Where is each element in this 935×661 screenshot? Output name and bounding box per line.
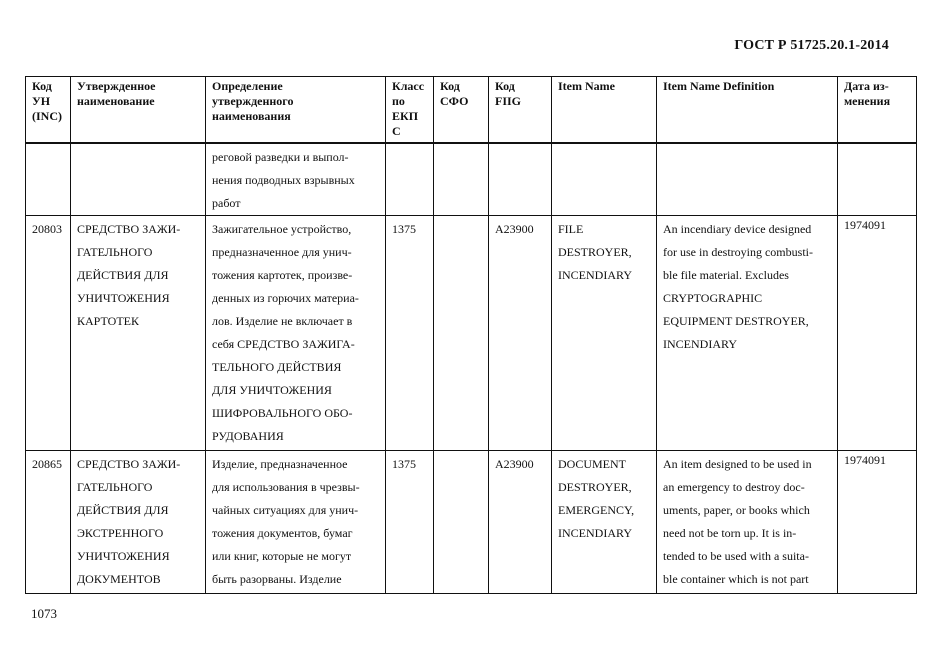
cell-approved-name: СРЕДСТВО ЗАЖИ- ГАТЕЛЬНОГО ДЕЙСТВИЯ ДЛЯ ЭКСТРЕННОГО УНИЧТОЖЕНИЯ ДОКУМЕНТОВ	[71, 450, 206, 593]
cell-class	[386, 143, 434, 216]
cell-item-name	[552, 143, 657, 216]
cell-fiig-code: A23900	[489, 215, 552, 450]
cell-name-definition: Изделие, предназначенное для использования в чрезвы- чайных ситуациях для унич- тожения документов, бумаг или книг, которые не могут быть разорваны. Изделие	[206, 450, 386, 593]
cell-inc-code	[26, 143, 71, 216]
cell-class: 1375	[386, 450, 434, 593]
cell-sfo-code	[434, 450, 489, 593]
table-header-row	[26, 77, 917, 143]
cell-change-date: 1974091	[838, 215, 917, 450]
column-header-sfo-code: Код СФО	[434, 77, 489, 143]
cell-inc-code: 20803	[26, 215, 71, 450]
cell-sfo-code	[434, 215, 489, 450]
page-number: 1073	[31, 606, 57, 621]
column-header-fiig-code: Код FIIG	[489, 77, 552, 143]
cell-fiig-code	[489, 143, 552, 216]
cell-name-definition: Зажигательное устройство, предназначенное для унич- тожения картотек, произве- денных из горючих материа- лов. Изделие не включает в себя СРЕДСТВО ЗАЖИГА- ТЕЛЬНОГО ДЕЙСТВИЯ ДЛЯ УНИЧТОЖЕНИЯ ШИФРОВАЛЬНОГО ОБО- РУДОВАНИЯ	[206, 215, 386, 450]
cell-change-date: 1974091	[838, 450, 917, 593]
cell-approved-name: СРЕДСТВО ЗАЖИ- ГАТЕЛЬНОГО ДЕЙСТВИЯ ДЛЯ УНИЧТОЖЕНИЯ КАРТОТЕК	[71, 215, 206, 450]
column-header-inc-code: Код УН (INC)	[26, 77, 71, 143]
cell-sfo-code	[434, 143, 489, 216]
cell-item-name-definition: An item designed to be used in an emergency to destroy doc- uments, paper, or books which need not be torn up. It is in- tended to be used with a suita- ble container which is not part	[657, 450, 838, 593]
cell-approved-name	[71, 143, 206, 216]
cell-class: 1375	[386, 215, 434, 450]
catalog-table	[25, 76, 917, 594]
column-header-item-name-definition: Item Name Definition	[657, 77, 838, 143]
cell-item-name: DOCUMENT DESTROYER, EMERGENCY, INCENDIARY	[552, 450, 657, 593]
column-header-class: Класс по ЕКП С	[386, 77, 434, 143]
column-header-name-definition: Определение утвержденного наименования	[206, 77, 386, 143]
column-header-approved-name: Утвержденное наименование	[71, 77, 206, 143]
cell-inc-code: 20865	[26, 450, 71, 593]
cell-change-date	[838, 143, 917, 216]
cell-fiig-code: A23900	[489, 450, 552, 593]
table-row	[26, 450, 917, 593]
cell-item-name: FILE DESTROYER, INCENDIARY	[552, 215, 657, 450]
cell-item-name-definition: An incendiary device designed for use in destroying combusti- ble file material. Excludes CRYPTOGRAPHIC EQUIPMENT DESTROYER, INCENDIARY	[657, 215, 838, 450]
document-standard-header: ГОСТ Р 51725.20.1-2014	[734, 38, 889, 53]
column-header-item-name: Item Name	[552, 77, 657, 143]
cell-name-definition: реговой разведки и выпол- нения подводных взрывных работ	[206, 143, 386, 216]
column-header-change-date: Дата из- менения	[838, 77, 917, 143]
cell-item-name-definition	[657, 143, 838, 216]
table-row	[26, 143, 917, 216]
table-row	[26, 215, 917, 450]
